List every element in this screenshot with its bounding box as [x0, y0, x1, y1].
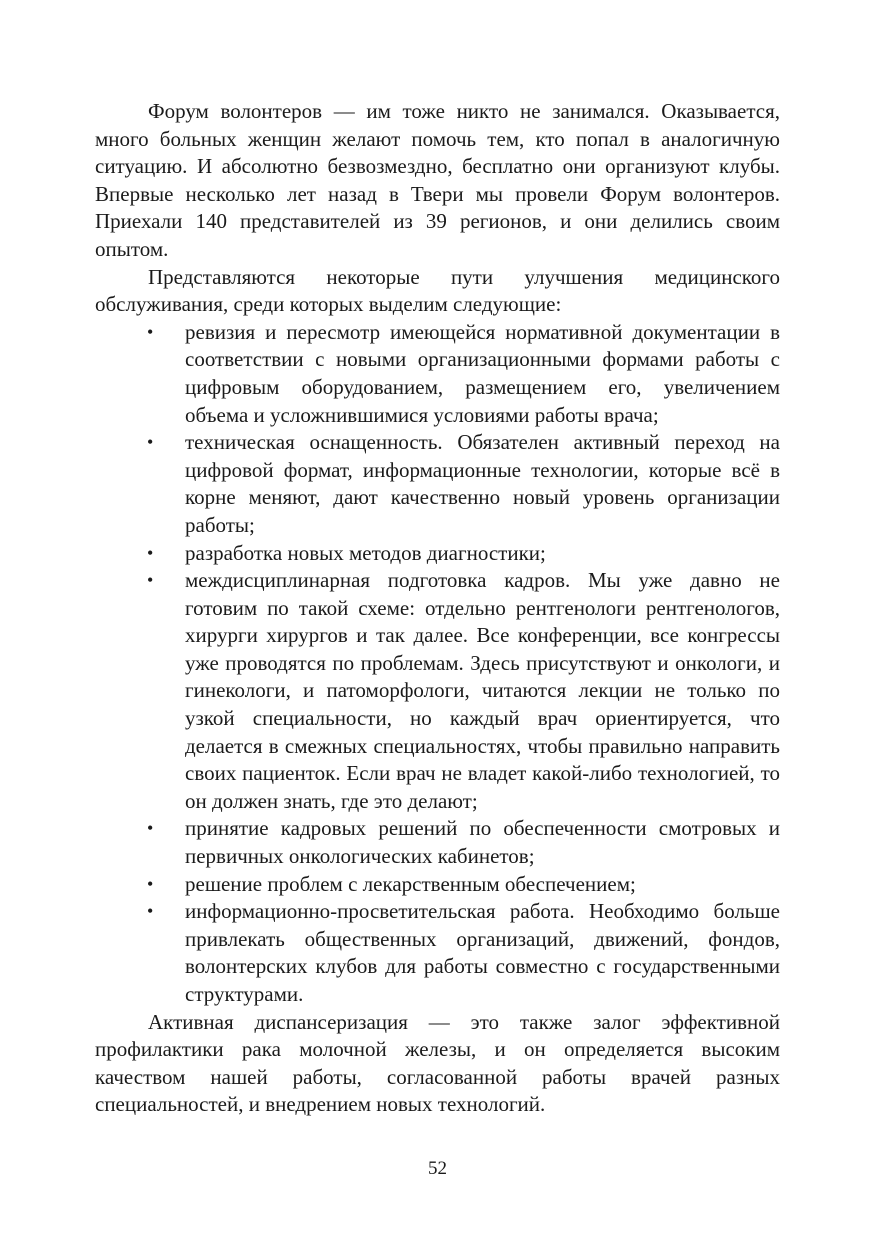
bullet-icon: •	[147, 901, 154, 922]
bullet-icon: •	[147, 432, 154, 453]
list-item-text: принятие кадровых решений по обеспеченности смотровых и первичных онкологических кабинетов;	[185, 816, 780, 869]
bullet-icon: •	[147, 873, 154, 894]
paragraph-dispensarization: Активная диспансеризация — это также залог эффективной профилактики рака молочной железы, и он определяется высоким качеством нашей работы, согласованной работы врачей разных специальностей, и внедрением новых технологий.	[95, 1009, 780, 1117]
list-item-text: решение проблем с лекарственным обеспечением;	[185, 871, 636, 896]
improvement-list	[95, 319, 780, 1009]
paragraph-improvement-intro: Представляются некоторые пути улучшения медицинского обслуживания, среди которых выделим следующие:	[95, 264, 780, 317]
list-item	[147, 898, 780, 1008]
bullet-icon: •	[147, 570, 154, 591]
list-item-text: междисциплинарная подготовка кадров. Мы уже давно не готовим по такой схеме: отдельно рентгенологи рентгенологов, хирурги хирургов и так далее. Все конференции, все конгрессы уже проводятся по проблемам. Здесь присутствуют и онкологи, и гинекологи, и патоморфологи, читаются лекции не только по узкой специальности, но каждый врач ориентируется, что делается в смежных специальностях, чтобы правильно направить своих пациенток. Если врач не владет какой-либо технологией, то он должен знать, где это делают;	[185, 568, 780, 813]
list-item	[147, 567, 780, 815]
list-item-text: информационно-просветительская работа. Необходимо больше привлекать общественных организаций, движений, фондов, волонтерских клубов для работы совместно с государственными структурами.	[185, 899, 780, 1006]
list-item-text: ревизия и пересмотр имеющейся нормативной документации в соответствии с новыми организационными формами работы с цифровым оборудованием, размещением его, увеличением объема и усложнившимися условиями работы врача;	[185, 319, 780, 427]
list-item-text: разработка новых методов диагностики;	[185, 540, 546, 565]
list-item	[147, 871, 780, 899]
list-item	[147, 815, 780, 870]
page-body	[95, 98, 780, 1119]
page-number: 52	[428, 1158, 447, 1179]
bullet-icon: •	[147, 818, 154, 839]
list-item	[147, 429, 780, 539]
bullet-icon: •	[147, 321, 154, 342]
list-item	[147, 319, 780, 429]
paragraph-volunteers-forum: Форум волонтеров — им тоже никто не занимался. Оказывается, много больных женщин желают помочь тем, кто попал в аналогичную ситуацию. И абсолютно безвозмездно, бесплатно они организуют клубы. Впервые несколько лет назад в Твери мы провели Форум волонтеров. Приехали 140 представителей из 39 регионов, и они делились своим опытом.	[95, 99, 780, 261]
list-item	[147, 540, 780, 568]
list-item-text: техническая оснащенность. Обязателен активный переход на цифровой формат, информационные технологии, которые всё в корне меняют, дают качественно новый уровень организации работы;	[185, 430, 780, 537]
bullet-icon: •	[147, 542, 154, 563]
